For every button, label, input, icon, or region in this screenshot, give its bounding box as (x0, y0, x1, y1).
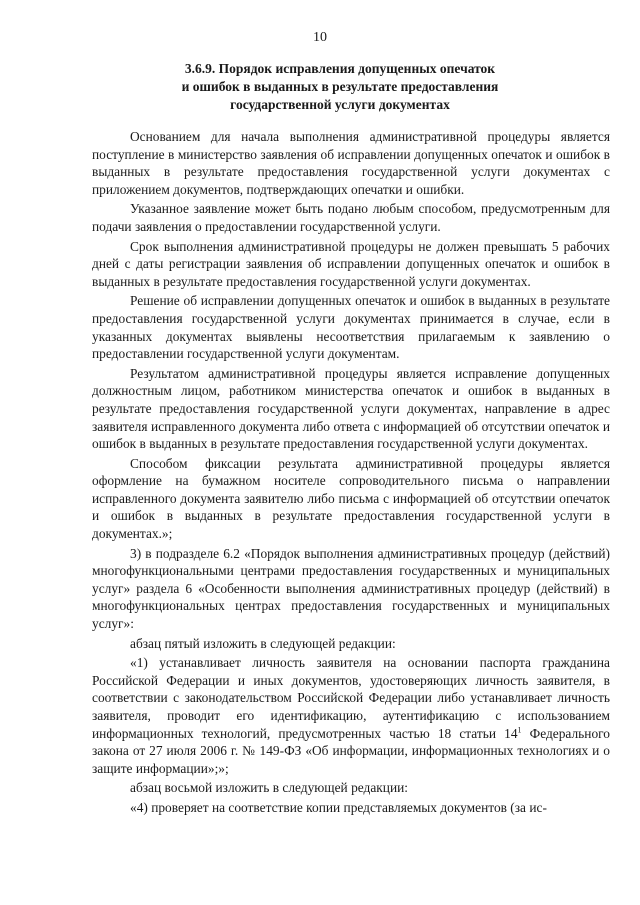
quote-text-before: «1) устанавливает личность заявителя на основании паспорта гражданина Российской Федерации и иных документов, удостоверяющих личность заявителя, в соответствии с законодательством Российской Федерации либо устанавливает личность заявителя, проводит его идентификацию, аутентификацию с использованием информационных технологий, предусмотренных частью 18 статьи 14 (92, 655, 610, 741)
paragraph-quote-4: «4) проверяет на соответствие копии представляемых документов (за ис- (130, 799, 547, 815)
paragraph-quote-1 (92, 654, 610, 777)
paragraph-deadline: Срок выполнения административной процедуры не должен превышать 5 рабочих дней с даты регистрации заявления об исправлении допущенных опечаток и ошибок в выданных в результате предоставления государственной услуги документах. (92, 238, 610, 289)
paragraph-result: Результатом административной процедуры является исправление допущенных должностным лицом, работником министерства опечаток и ошибок в выданных в результате предоставления государственной услуги документах, направление в адрес заявителя исправленного документа либо ответа с информацией об отсутствии опечаток и ошибок в выданных в результате предоставления государственной услуги документах. (92, 365, 610, 452)
heading-line-3: государственной услуги документах (230, 97, 450, 112)
quote-text-after: Федерального закона от 27 июля 2006 г. № 149-ФЗ «Об информации, информационных технологиях и о защите информации»;»; (92, 725, 610, 776)
document-body (92, 128, 610, 819)
paragraph-basis: Основанием для начала выполнения административной процедуры является поступление в министерство заявления об исправлении допущенных опечаток и ошибок в выданных в результате предоставления государственной услуги документах с приложением документов, подтверждающих опечатки и ошибки. (92, 129, 610, 197)
paragraph-amendment-3: 3) в подразделе 6.2 «Порядок выполнения административных процедур (действий) многофункциональными центрами предоставления государственных и муниципальных услуг» раздела 6 «Особенности выполнения административных процедур (действий) в многофункциональных центрах предоставления государственных и муниципальных услуг»: (92, 545, 610, 632)
paragraph-eighth-abzac: абзац восьмой изложить в следующей редакции: (130, 780, 409, 796)
paragraph-decision: Решение об исправлении допущенных опечаток и ошибок в выданных в результате предоставления государственной услуги документах принимается в случае, если в указанных документах выявлены несоответствия прилагаемым к заявлению о предоставлении государственной услуги документам. (92, 293, 610, 362)
paragraph-submission: Указанное заявление может быть подано любым способом, предусмотренным для подачи заявления о предоставлении государственной услуги. (92, 201, 610, 234)
quote-superscript: 1 (517, 725, 522, 735)
page-number: 10 (313, 30, 327, 45)
heading-line-2: и ошибок в выданных в результате предоставления (181, 79, 499, 94)
paragraph-fifth-abzac: абзац пятый изложить в следующей редакции: (130, 635, 396, 651)
paragraph-fixation: Способом фиксации результата административной процедуры является оформление на бумажном носителе сопроводительного письма о направлении исправленного документа заявителю либо письма с информацией об отсутствии опечаток и ошибок в выданных в результате предоставления государственной услуги в документах.»; (92, 455, 610, 542)
heading-line-1: 3.6.9. Порядок исправления допущенных опечаток (184, 61, 496, 76)
section-heading (150, 60, 530, 114)
